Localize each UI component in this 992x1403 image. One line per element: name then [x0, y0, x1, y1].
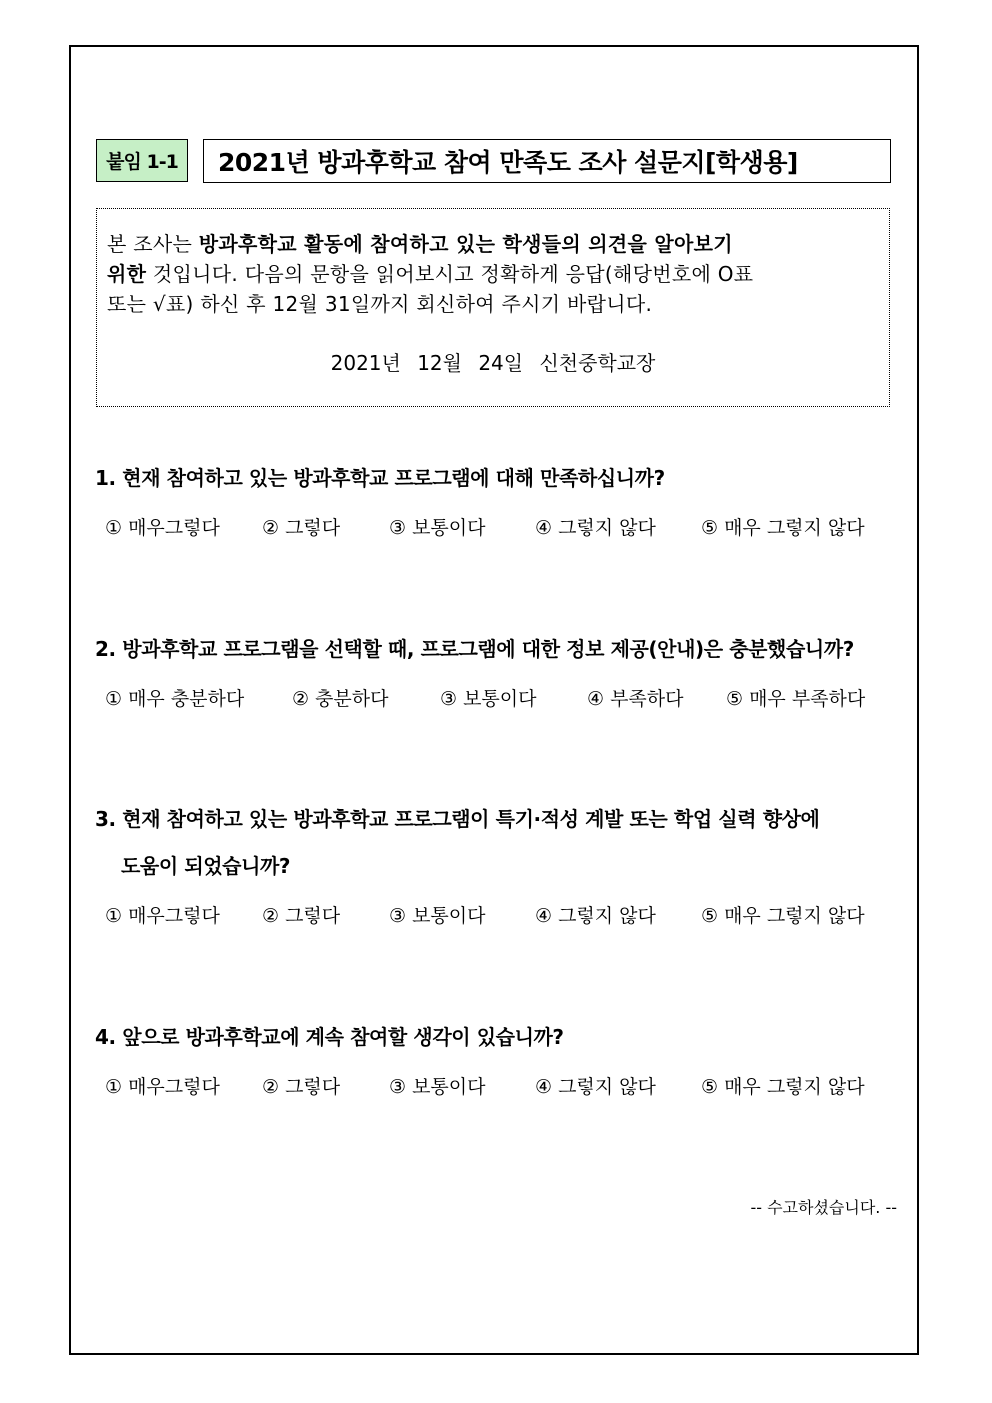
- q4-option-2[interactable]: ② 그렇다: [262, 1076, 341, 1098]
- question-4: 4. 앞으로 방과후학교에 계속 참여할 생각이 있습니까?: [95, 1025, 564, 1049]
- q3-option-1[interactable]: ① 매우그렇다: [105, 905, 220, 927]
- q4-option-4[interactable]: ④ 그렇지 않다: [535, 1076, 656, 1098]
- question-3-continued: 도움이 되었습니까?: [121, 854, 291, 878]
- q1-option-2[interactable]: ② 그렇다: [262, 517, 341, 539]
- attachment-tag-label: 붙임 1-1: [106, 151, 178, 173]
- notice-line-2: [107, 259, 879, 289]
- q2-option-3[interactable]: ③ 보통이다: [440, 688, 537, 710]
- q3-option-3[interactable]: ③ 보통이다: [389, 905, 486, 927]
- notice-line-3: 또는 √표) 하신 후 12월 31일까지 회신하여 주시기 바랍니다.: [107, 292, 653, 316]
- notice-line-2-bold: 위한: [107, 262, 147, 286]
- question-3-options: [105, 901, 895, 931]
- closing-message: -- 수고하셨습니다. --: [750, 1198, 897, 1217]
- notice-box: [96, 208, 890, 407]
- document-title-text: 2021년 방과후학교 참여 만족도 조사 설문지[학생용]: [218, 148, 798, 177]
- notice-line-2-rest: 것입니다. 다음의 문항을 읽어보시고 정확하게 응답(해당번호에 O표: [146, 262, 754, 286]
- q4-option-3[interactable]: ③ 보통이다: [389, 1076, 486, 1098]
- q1-option-3[interactable]: ③ 보통이다: [389, 517, 486, 539]
- q2-option-5[interactable]: ⑤ 매우 부족하다: [726, 688, 866, 710]
- question-3: 3. 현재 참여하고 있는 방과후학교 프로그램이 특기·적성 계발 또는 학업 실력 향상에: [95, 807, 820, 831]
- q2-option-4[interactable]: ④ 부족하다: [587, 688, 684, 710]
- notice-line-1: [107, 229, 879, 259]
- notice-signature: 2021년 12월 24일 신천중학교장: [330, 351, 656, 375]
- notice-line-1-start: 본 조사는: [107, 232, 199, 256]
- notice-line-1-bold: 방과후학교 활동에 참여하고 있는 학생들의 의견을 알아보기: [198, 232, 733, 256]
- q1-option-5[interactable]: ⑤ 매우 그렇지 않다: [701, 517, 865, 539]
- q4-option-5[interactable]: ⑤ 매우 그렇지 않다: [701, 1076, 865, 1098]
- q3-option-5[interactable]: ⑤ 매우 그렇지 않다: [701, 905, 865, 927]
- question-4-options: [105, 1072, 895, 1102]
- q2-option-2[interactable]: ② 충분하다: [292, 688, 389, 710]
- q1-option-4[interactable]: ④ 그렇지 않다: [535, 517, 656, 539]
- attachment-tag: [96, 139, 188, 182]
- q3-option-4[interactable]: ④ 그렇지 않다: [535, 905, 656, 927]
- q3-option-2[interactable]: ② 그렇다: [262, 905, 341, 927]
- question-1: 1. 현재 참여하고 있는 방과후학교 프로그램에 대해 만족하십니까?: [95, 466, 665, 490]
- q2-option-1[interactable]: ① 매우 충분하다: [105, 688, 245, 710]
- q4-option-1[interactable]: ① 매우그렇다: [105, 1076, 220, 1098]
- question-1-options: [105, 513, 895, 543]
- question-2-options: [105, 684, 895, 714]
- document-title: [203, 139, 891, 183]
- question-2: 2. 방과후학교 프로그램을 선택할 때, 프로그램에 대한 정보 제공(안내)은 충분했습니까?: [95, 637, 854, 661]
- q1-option-1[interactable]: ① 매우그렇다: [105, 517, 220, 539]
- notice-text: [107, 229, 879, 319]
